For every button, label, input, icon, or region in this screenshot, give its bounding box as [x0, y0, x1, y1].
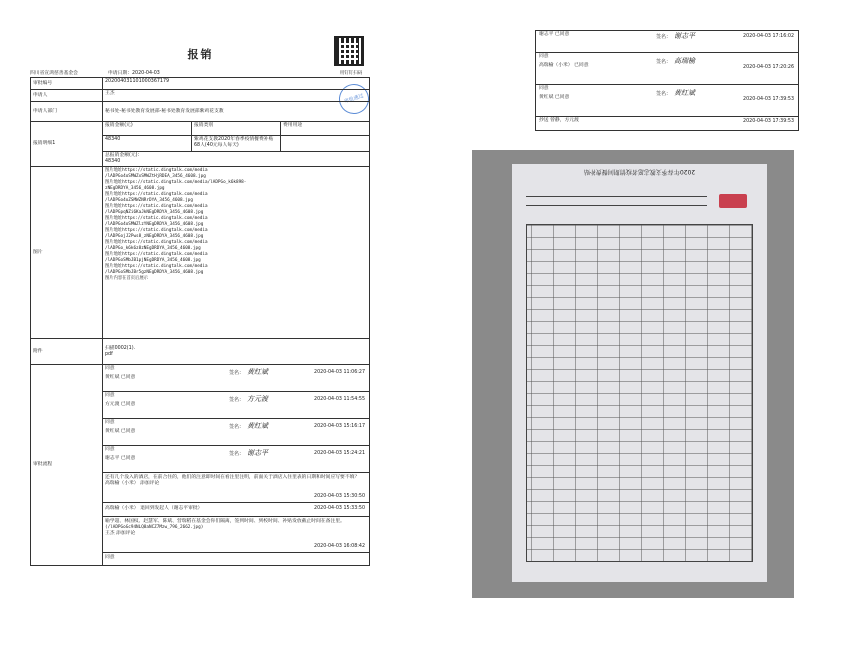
return-text: 高瑞榆（小米） 退回到发起人（谢志平审批） [105, 506, 203, 511]
image-line: /lADPGo4oZSMWZNRrDYA_3456_4608.jpg [105, 198, 193, 203]
image-line: /lADPGoSMbJB1pjNEgDRDYA_3456_4608.jpg [105, 258, 201, 263]
flow-time: 2020-04-03 17:20:26 [743, 65, 794, 70]
flow-item [103, 419, 369, 446]
images-label: 图片 [31, 167, 103, 339]
image-line: /lADPGojJ2Pws8_zNEgDRDYA_3456_4608.jpg [105, 234, 204, 239]
image-line: 图片地址https://static.dingtalk.com/media [105, 192, 208, 197]
reimbursement-form [30, 77, 370, 566]
sheet-title: 2020年春季支教志愿者疫情期间餐费补贴 [583, 168, 696, 175]
comment [103, 473, 369, 503]
return-record [103, 503, 369, 517]
image-line: 图片地址https://static.dingtalk.com/media [105, 264, 208, 269]
flow-head: 同意 [105, 447, 115, 452]
image-line: /lADPGoSMbJBr5gzNEgDRDYA_3456_4608.jpg [105, 270, 204, 275]
image-line: 图片地址https://static.dingtalk.com/media [105, 228, 208, 233]
image-line: /lADPGo4oSMWZlzYNEgDRDYA_3456_4608.jpg [105, 222, 204, 227]
applicant-label: 申请人 [31, 90, 103, 102]
sheet-header-band [526, 196, 707, 206]
flow-head: 同意 [105, 555, 115, 560]
approval-no-label: 审批编号 [31, 78, 103, 90]
image-line: /lADPGo_k6k6z8zNEgDRDYA_3456_4608.jpg [105, 246, 201, 251]
flow-head: 同意 [539, 86, 549, 91]
image-list [103, 167, 370, 339]
cc-text: 抄送 曾静，方元渡 [539, 118, 579, 123]
signature-mark: 谢志平 [674, 32, 696, 40]
signature: 签名： 谢志平 [229, 449, 269, 457]
flow-time: 2020-04-03 15:16:17 [314, 424, 365, 429]
attachment-photo [472, 150, 794, 598]
org-line [30, 69, 370, 76]
approval-no: 202004031101000367179 [103, 78, 370, 90]
cc-time: 2020-04-03 17:39:53 [743, 119, 794, 124]
detail-label: 报销明细1 [31, 122, 103, 167]
category-value: 紫鸡花支教2020年春季疫情餐费补贴68人(40元每人每天) [192, 136, 281, 152]
flow-head: 同意 [105, 420, 115, 425]
flow-time: 2020-04-03 17:39:53 [743, 97, 794, 102]
signature: 签名： 黄红斌 [229, 368, 269, 376]
document-title: 报销 [187, 48, 214, 61]
approval-continuation [535, 30, 799, 131]
attach-ext: pdf [105, 351, 113, 357]
attach-label: 附件 [31, 339, 103, 365]
flow-head: 同意 [105, 393, 115, 398]
image-line: /lADPGo4oSMWZxSMWZtHjRDEA_3456_4608.jpg [105, 174, 206, 179]
flow-time: 2020-04-03 15:24:21 [314, 451, 365, 456]
subsidy-sheet [512, 164, 767, 582]
flow-name: 黄红斌 已同意 [105, 429, 136, 434]
image-line: 图片地址https://static.dingtalk.com/media [105, 204, 208, 209]
sheet-grid [526, 224, 753, 562]
flow-name: 黄红斌 已同意 [539, 95, 570, 100]
applicant: 王杰 [103, 90, 370, 102]
cc-row [536, 117, 799, 131]
total-label: 总报销金额(元)： [105, 153, 143, 158]
signature-mark: 高瑞榆 [674, 57, 696, 65]
return-time: 2020-04-03 15:33:50 [314, 506, 365, 511]
signature: 签名： 黄红斌 [229, 422, 269, 430]
image-line: 图片地址https://static.dingtalk.com/media [105, 240, 208, 245]
flow-name: 高瑞榆（小米） 已同意 [539, 63, 589, 68]
comment-text: 还有几个没入的酒店，在前合住的，他们的注意即时间在看注里注明，前面关于酒店入住里表的日期和时间应写要不填？ [105, 475, 360, 480]
amount-header: 报销金额(元) [103, 122, 192, 136]
signature-mark: 黄红斌 [247, 422, 269, 430]
flow-item [103, 365, 369, 392]
comment-user: 王杰 添加评论 [105, 530, 136, 536]
comment [103, 517, 369, 553]
apply-date: 申请日期：2020-04-03 [108, 71, 160, 76]
signature-mark: 黄红斌 [247, 368, 269, 376]
comment-time: 2020-04-03 16:08:42 [314, 544, 365, 549]
dept: 秘书处-秘书处教育发展部-秘书处教育发展部紫鸡花支教 [103, 102, 370, 122]
flow-head: 同意 [105, 366, 115, 371]
image-line: 图片地址https://static.dingtalk.com/media [105, 216, 208, 221]
image-line: 图片地址https://static.dingtalk.com/media [105, 168, 208, 173]
sheet-logo [719, 194, 747, 208]
left-document [28, 30, 373, 630]
comment-user: 高瑞榆（小米） 添加评论 [105, 481, 160, 486]
qr-code [334, 36, 364, 66]
flow-item [103, 446, 369, 473]
image-line: /lADPGpqNZi6KaJkNEgDRDYA_3456_4608.jpg [105, 210, 204, 215]
signature-mark: 黄红斌 [674, 89, 696, 97]
comment-image: (/lADPGoGc94NLQ8aNCZ7Mzw_796_2662.jpg) [105, 525, 204, 530]
image-line: 图片地址https://static.dingtalk.com/media [105, 252, 208, 257]
qr-caption: 用钉钉扫码 [339, 71, 363, 76]
attach-file: 扫描0002(1). [105, 345, 136, 351]
flow-item [536, 85, 799, 117]
category-header: 报销类别 [192, 122, 281, 136]
flow-item [103, 392, 369, 419]
flow-item [536, 53, 799, 85]
total-value: 48340 [105, 159, 121, 164]
dept-label: 申请人部门 [31, 102, 103, 122]
signature: 签名： 黄红斌 [656, 89, 696, 97]
signature: 签名： 谢志平 [656, 32, 696, 40]
org-name: 四川省宣鸿慈善基金会 [30, 71, 78, 76]
signature: 签名： 方元渡 [229, 395, 269, 403]
image-line: 图片内容在首页后展示 [105, 276, 148, 281]
approved-stamp: 审批通过 [335, 80, 373, 118]
flow-cell [103, 365, 370, 566]
flow-head: 同意 [539, 54, 549, 59]
flow-item [536, 31, 799, 53]
signature: 签名： 高瑞榆 [656, 57, 696, 65]
flow-time: 2020-04-03 17:16:02 [743, 34, 794, 39]
flow-name: 谢志平 已同意 [105, 456, 136, 461]
flow-time: 2020-04-03 11:54:55 [314, 397, 365, 402]
image-line: zNEgDRDYA_3456_4608.jpg [105, 186, 165, 191]
purpose-header: 费用用途 [281, 122, 370, 136]
signature-mark: 方元渡 [247, 395, 269, 403]
signature-mark: 谢志平 [247, 449, 269, 457]
image-line: 图片地址https://static.dingtalk.com/media/lADPGo_k6k898- [105, 180, 247, 185]
flow-label: 审批流程 [31, 365, 103, 566]
flow-name: 方元渡 已同意 [105, 402, 136, 407]
total-cell [103, 152, 370, 167]
flow-name: 谢志平 已同意 [539, 32, 570, 37]
amount-value: 48340 [103, 136, 192, 152]
flow-item [103, 553, 369, 565]
flow-name: 黄红斌 已同意 [105, 375, 136, 380]
attachment [103, 339, 370, 365]
comment-time: 2020-04-03 15:30:50 [314, 494, 365, 499]
flow-time: 2020-04-03 11:06:27 [314, 370, 365, 375]
comment-text: 喻学超、林国权、赵慧军、陈斌、营瑞稻在基金会你们隔离，签到时间、到校时间、补贴发放截止时间在备注里。 [105, 519, 345, 524]
